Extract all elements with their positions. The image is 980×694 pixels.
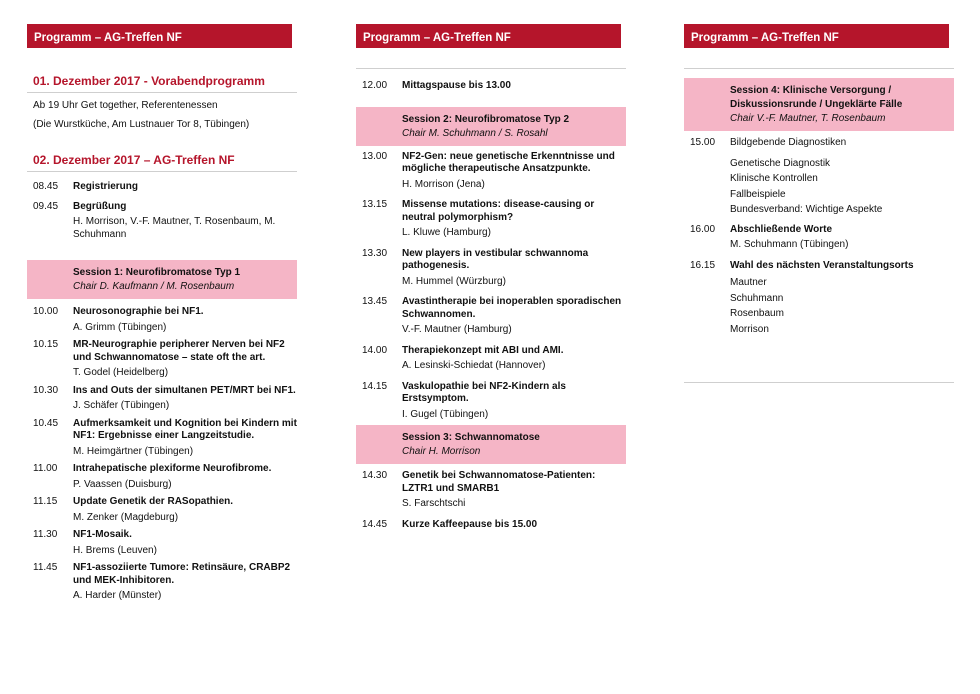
row-speaker: V.-F. Mautner (Hamburg) [402,324,512,335]
program-row [356,199,626,240]
row-time: 11.15 [33,496,58,507]
row-title: Genetik bei Schwannomatose-Patienten: LZTR1 und SMARB1 [402,470,596,494]
name-line: Morrison [730,323,769,335]
row-time: 14.00 [362,344,388,356]
program-row [684,137,954,218]
session-chair: Chair H. Morrison [402,446,481,457]
topic-line: Bundesverband: Wichtige Aspekte [730,204,883,215]
divider [356,68,626,69]
program-row [356,381,626,422]
row-title: Therapiekonzept mit ABI und AMI. [402,344,564,356]
row-speaker: S. Farschtschi [402,498,466,509]
program-row [27,181,297,194]
program-row [27,463,297,491]
row-title: Aufmerksamkeit und Kognition bei Kindern mit NF1: Ergebnisse einer Langzeitstudie. [73,417,297,441]
row-speaker: M. Schuhmann (Tübingen) [730,239,849,250]
row-title: Avastintherapie bei inoperablen sporadischen Schwannomen. [402,296,622,320]
row-speaker: A. Grimm (Tübingen) [73,321,167,333]
program-row [356,345,626,373]
program-row [27,496,297,524]
row-speaker: H. Morrison (Jena) [402,178,485,190]
row-time: 14.45 [362,518,388,530]
evening-text-2: (Die Wurstküche, Am Lustnauer Tor 8, Tübingen) [33,119,250,130]
row-title: Update Genetik der RASopathien. [73,496,234,507]
session-title: Session 2: Neurofibromatose Typ 2 [402,113,570,125]
session-chair: Chair M. Schuhmann / S. Rosahl [402,127,548,139]
column-1 [27,24,297,603]
row-speaker: H. Brems (Leuven) [73,544,157,556]
row-time: 13.15 [362,199,388,210]
row-title: Intrahepatische plexiforme Neurofibrome. [73,463,272,474]
row-time: 14.30 [362,470,388,481]
row-speaker: I. Gugel (Tübingen) [402,408,489,420]
row-title: NF1-assoziierte Tumore: Retinsäure, CRABP2 und MEK-Inhibitoren. [73,562,291,586]
row-time: 13.45 [362,296,388,307]
row-time: 10.30 [33,384,59,396]
row-time: 10.00 [33,306,59,317]
row-time: 13.30 [362,247,388,259]
program-row [27,562,297,603]
row-title: Kurze Kaffeepause bis 15.00 [402,518,538,530]
program-row [27,339,297,380]
row-time: 16.00 [690,223,716,235]
column-2 [356,24,626,531]
row-time: 12.00 [362,80,388,91]
column-3 [684,24,954,383]
session-4-box [684,78,954,131]
section-heading-dec02: 02. Dezember 2017 – AG-Treffen NF [27,153,297,172]
evening-text-1: Ab 19 Uhr Get together, Referentenessen [33,100,218,111]
row-time: 14.15 [362,380,388,392]
row-title: New players in vestibular schwannoma pathogenesis. [402,247,589,271]
topic-line: Fallbeispiele [730,188,786,200]
row-title: MR-Neurographie peripherer Nerven bei NF2 und Schwannomatose – state oft the art. [73,339,285,363]
row-title: Vaskulopathie bei NF2-Kindern als Erstsymptom. [402,380,566,404]
program-row [27,529,297,557]
row-speaker: A. Harder (Münster) [73,590,162,601]
row-time: 11.00 [33,463,58,474]
row-title: Neurosonographie bei NF1. [73,306,204,317]
program-row [356,296,626,337]
divider [684,68,954,69]
row-speaker: M. Heimgärtner (Tübingen) [73,445,194,457]
program-row [27,385,297,413]
session-title: Session 3: Schwannomatose [402,432,540,443]
program-row [356,519,626,532]
row-time: 11.45 [33,562,58,573]
topic-line: Genetische Diagnostik [730,157,831,169]
column-banner: Programm – AG-Treffen NF [684,24,949,48]
session-1-box [27,260,297,299]
row-title: Begrüßung [73,200,127,212]
program-row [684,260,954,338]
row-time: 11.30 [33,529,58,540]
row-speaker: J. Schäfer (Tübingen) [73,400,170,411]
session-2-box [356,107,626,146]
row-time: 08.45 [33,181,59,192]
row-speaker: H. Morrison, V.-F. Mautner, T. Rosenbaum, M. Schuhmann [73,216,276,240]
name-line: Mautner [730,277,767,288]
section-heading-dec01: 01. Dezember 2017 - Vorabendprogramm [27,74,297,93]
program-row [27,418,297,459]
row-speaker: L. Kluwe (Hamburg) [402,227,491,238]
row-time: 15.00 [690,137,716,148]
session-title: Session 4: Klinische Versorgung / Diskussionsrunde / Ungeklärte Fälle [730,85,903,110]
divider [684,382,954,383]
row-title: Registrierung [73,181,139,192]
program-row [27,201,297,242]
row-time: 10.15 [33,339,59,350]
row-time: 13.00 [362,150,388,162]
program-row [356,248,626,289]
row-title: Bildgebende Diagnostiken [730,137,847,148]
row-title: Abschließende Worte [730,223,833,235]
program-row [356,80,626,93]
program-row [356,151,626,192]
row-time: 16.15 [690,259,716,271]
row-speaker: P. Vaassen (Duisburg) [73,478,172,490]
program-row [684,224,954,252]
row-title: Missense mutations: disease-causing or neutral polymorphism? [402,199,595,223]
row-speaker: M. Zenker (Magdeburg) [73,511,179,523]
row-title: Mittagspause bis 13.00 [402,80,511,91]
row-time: 10.45 [33,417,59,429]
session-chair: Chair D. Kaufmann / M. Rosenbaum [73,281,235,292]
name-line: Rosenbaum [730,308,784,319]
column-banner: Programm – AG-Treffen NF [27,24,292,48]
column-banner: Programm – AG-Treffen NF [356,24,621,48]
row-speaker: M. Hummel (Würzburg) [402,275,506,287]
program-row [27,306,297,334]
session-3-box [356,425,626,464]
row-title: NF1-Mosaik. [73,529,132,540]
row-time: 09.45 [33,200,59,212]
row-speaker: A. Lesinski-Schiedat (Hannover) [402,360,546,371]
session-title: Session 1: Neurofibromatose Typ 1 [73,267,241,278]
session-chair: Chair V.-F. Mautner, T. Rosenbaum [730,113,886,124]
program-row [356,470,626,511]
name-line: Schuhmann [730,292,784,304]
row-title: Ins and Outs der simultanen PET/MRT bei NF1. [73,384,296,396]
row-speaker: T. Godel (Heidelberg) [73,367,169,378]
row-title: Wahl des nächsten Veranstaltungsorts [730,259,914,271]
row-title: NF2-Gen: neue genetische Erkenntnisse und mögliche therapeutische Ansatzpunkte. [402,150,615,174]
topic-line: Klinische Kontrollen [730,173,818,184]
